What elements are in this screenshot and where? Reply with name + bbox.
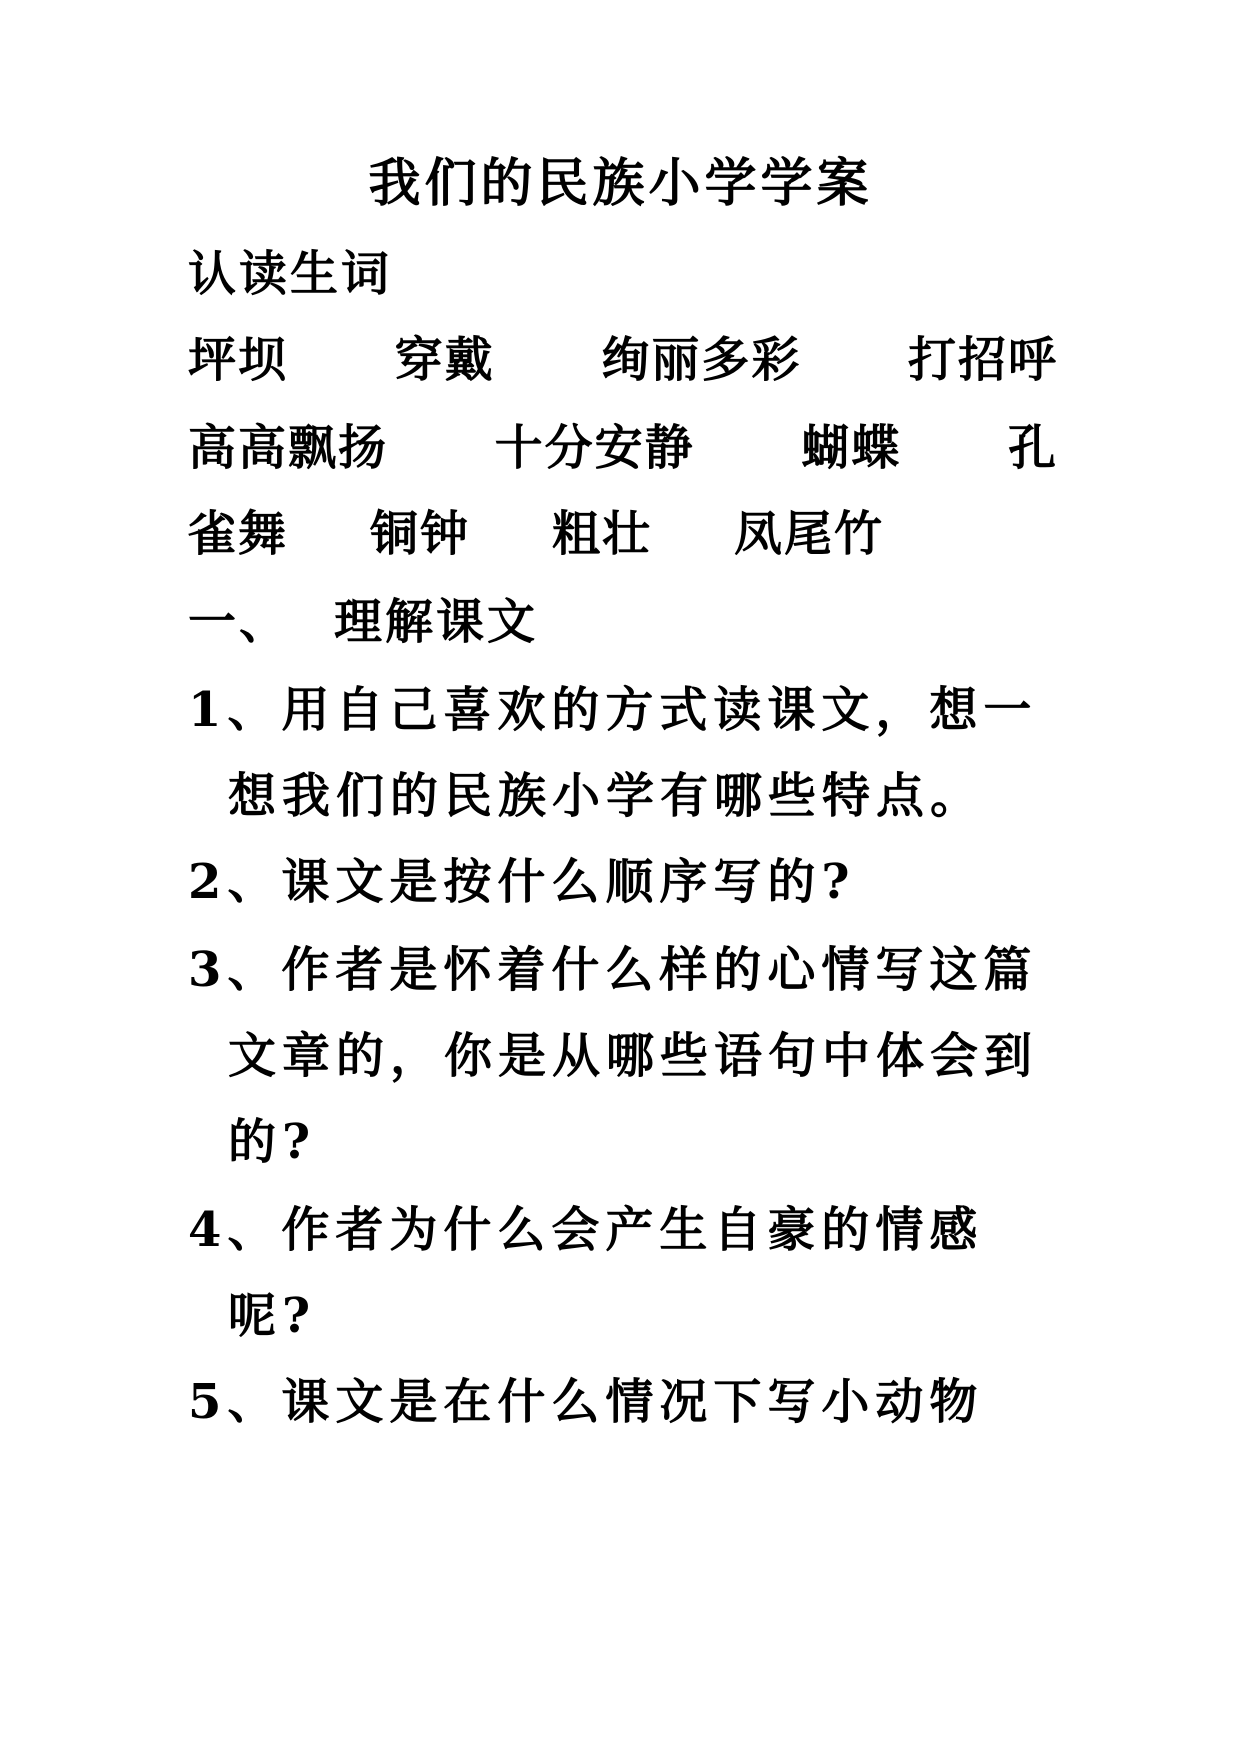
- vocab-word: 绚丽多彩: [601, 332, 802, 388]
- vocab-row-1: [188, 332, 1058, 388]
- question-1-line-2: 想我们的民族小学有哪些特点。: [228, 768, 985, 824]
- vocab-word: 高高飘扬: [188, 420, 389, 476]
- section-number: 一、: [188, 594, 291, 650]
- question-3-line-3: 的?: [228, 1114, 317, 1170]
- vocab-row-3: [188, 506, 1058, 562]
- vocab-word: 凤尾竹: [734, 506, 885, 562]
- vocab-word: 坪坝: [188, 332, 289, 388]
- vocab-word: 孔: [1007, 420, 1058, 476]
- vocab-word: 穿戴: [394, 332, 495, 388]
- vocab-word: 蝴蝶: [801, 420, 902, 476]
- question-1-line-1: 1、用自己喜欢的方式读课文，想一: [188, 682, 1038, 738]
- question-3-line-1: 3、作者是怀着什么样的心情写这篇: [188, 942, 1038, 998]
- vocab-row-2: [188, 420, 1058, 476]
- vocab-word: 十分安静: [494, 420, 695, 476]
- vocab-word: 打招呼: [907, 332, 1058, 388]
- vocab-word: 雀舞: [188, 506, 289, 562]
- vocab-word: 铜钟: [370, 506, 471, 562]
- question-5-line-1: 5、课文是在什么情况下写小动物: [188, 1374, 984, 1430]
- question-4-line-1: 4、作者为什么会产生自豪的情感: [188, 1202, 984, 1258]
- question-4-line-2: 呢?: [228, 1288, 317, 1344]
- section-label: 理解课文: [334, 594, 539, 650]
- page-title: 我们的民族小学学案: [368, 153, 873, 214]
- question-3-line-2: 文章的，你是从哪些语句中体会到: [228, 1028, 1039, 1084]
- section-heading: [188, 594, 539, 650]
- question-2-line-1: 2、课文是按什么顺序写的?: [188, 854, 856, 910]
- vocab-word: 粗壮: [552, 506, 653, 562]
- vocab-heading: 认读生词: [188, 246, 393, 302]
